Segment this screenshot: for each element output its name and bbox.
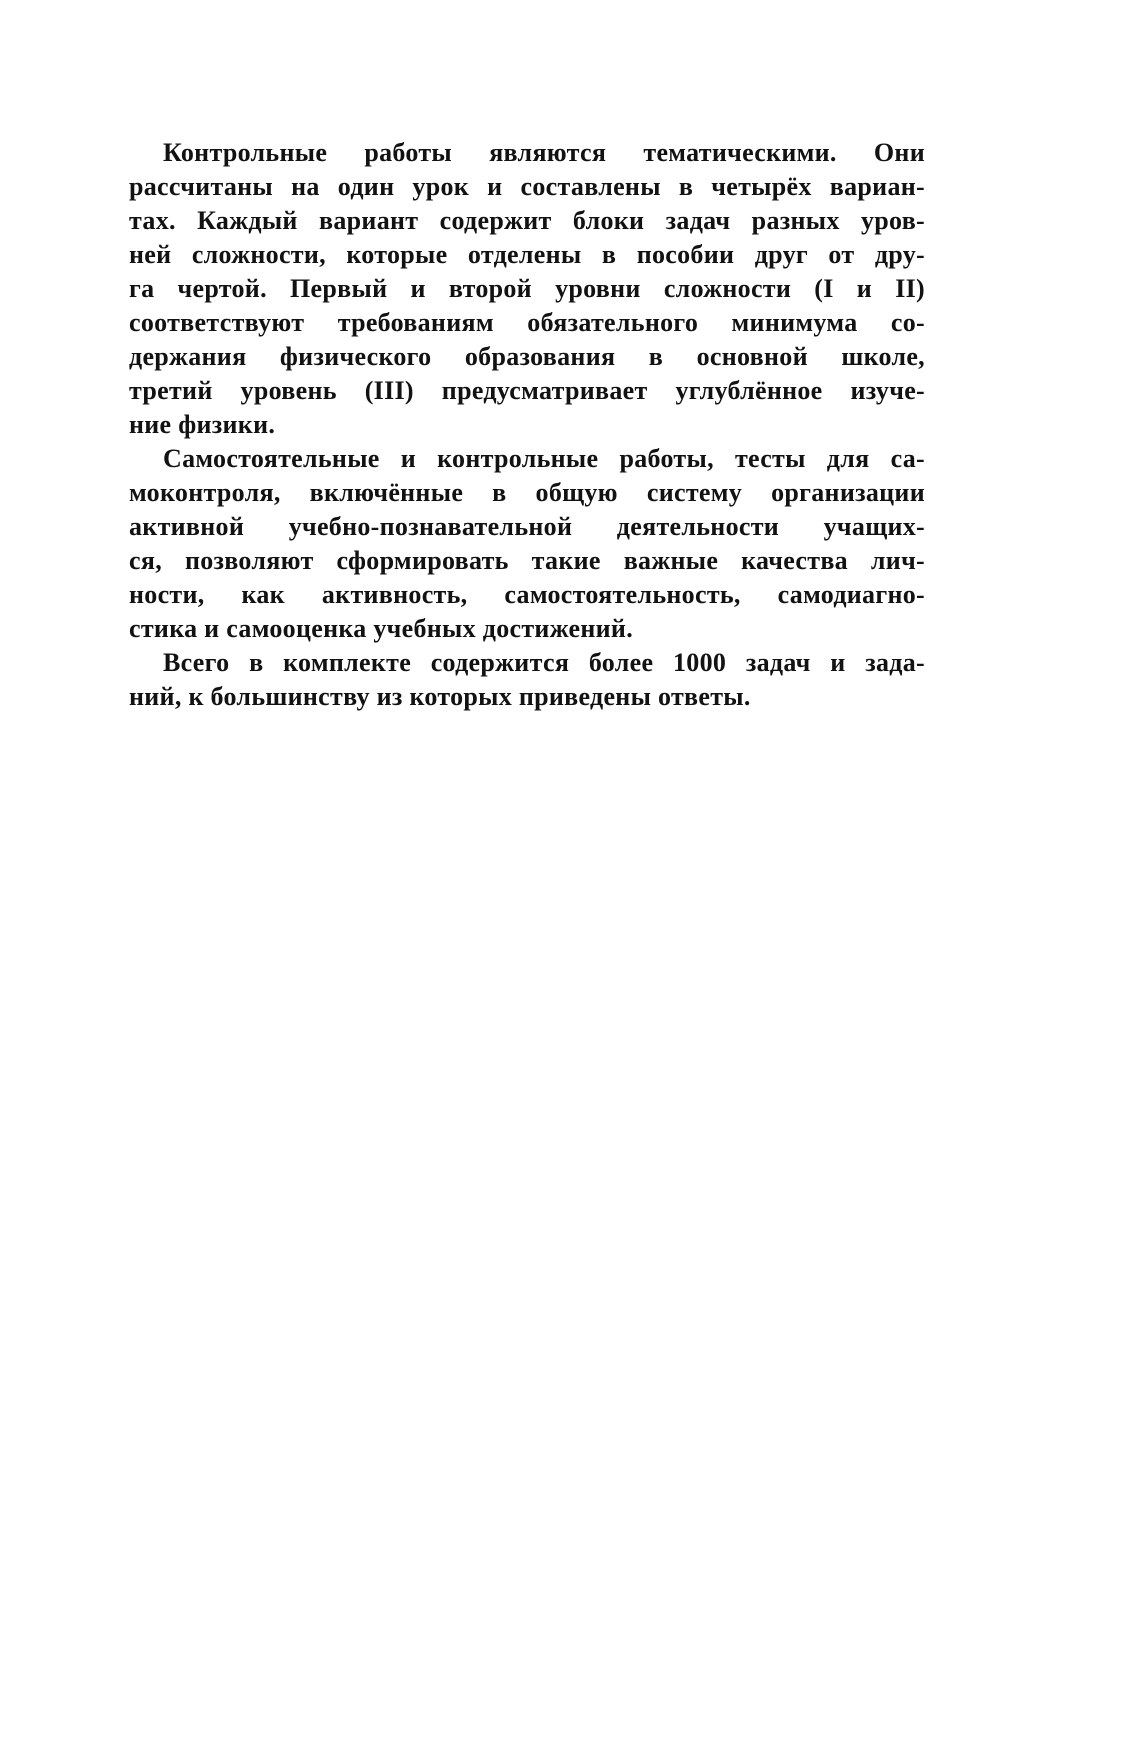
text-line: держания физического образования в основной школе, <box>129 342 925 371</box>
text-line: тах. Каждый вариант содержит блоки задач разных уров- <box>129 206 925 235</box>
text-line: ней сложности, которые отделены в пособии друг от дру- <box>129 240 925 269</box>
text-line: соответствуют требованиям обязательного минимума со- <box>129 308 925 337</box>
text-line: ний, к большинству из которых приведены ответы. <box>129 682 751 711</box>
text-line: стика и самооценка учебных достижений. <box>129 614 633 643</box>
text-line: моконтроля, включённые в общую систему организации <box>129 478 925 507</box>
text-line: Всего в комплекте содержится более 1000 задач и зада- <box>163 648 925 677</box>
text-line: ности, как активность, самостоятельность, самодиагно- <box>129 580 925 609</box>
paragraph <box>129 646 925 714</box>
text-line: Самостоятельные и контрольные работы, тесты для са- <box>163 444 925 473</box>
text-line: га чертой. Первый и второй уровни сложности (I и II) <box>129 274 925 303</box>
body-text-block <box>129 136 925 714</box>
text-line: активной учебно-познавательной деятельности учащих- <box>129 512 925 541</box>
text-line: третий уровень (III) предусматривает углублённое изуче- <box>129 376 925 405</box>
text-line: рассчитаны на один урок и составлены в четырёх вариан- <box>129 172 925 201</box>
text-line: ся, позволяют сформировать такие важные качества лич- <box>129 546 925 575</box>
paragraph <box>129 442 925 646</box>
paragraph <box>129 136 925 442</box>
text-line: ние физики. <box>129 410 276 439</box>
text-line: Контрольные работы являются тематическими. Они <box>163 138 925 167</box>
